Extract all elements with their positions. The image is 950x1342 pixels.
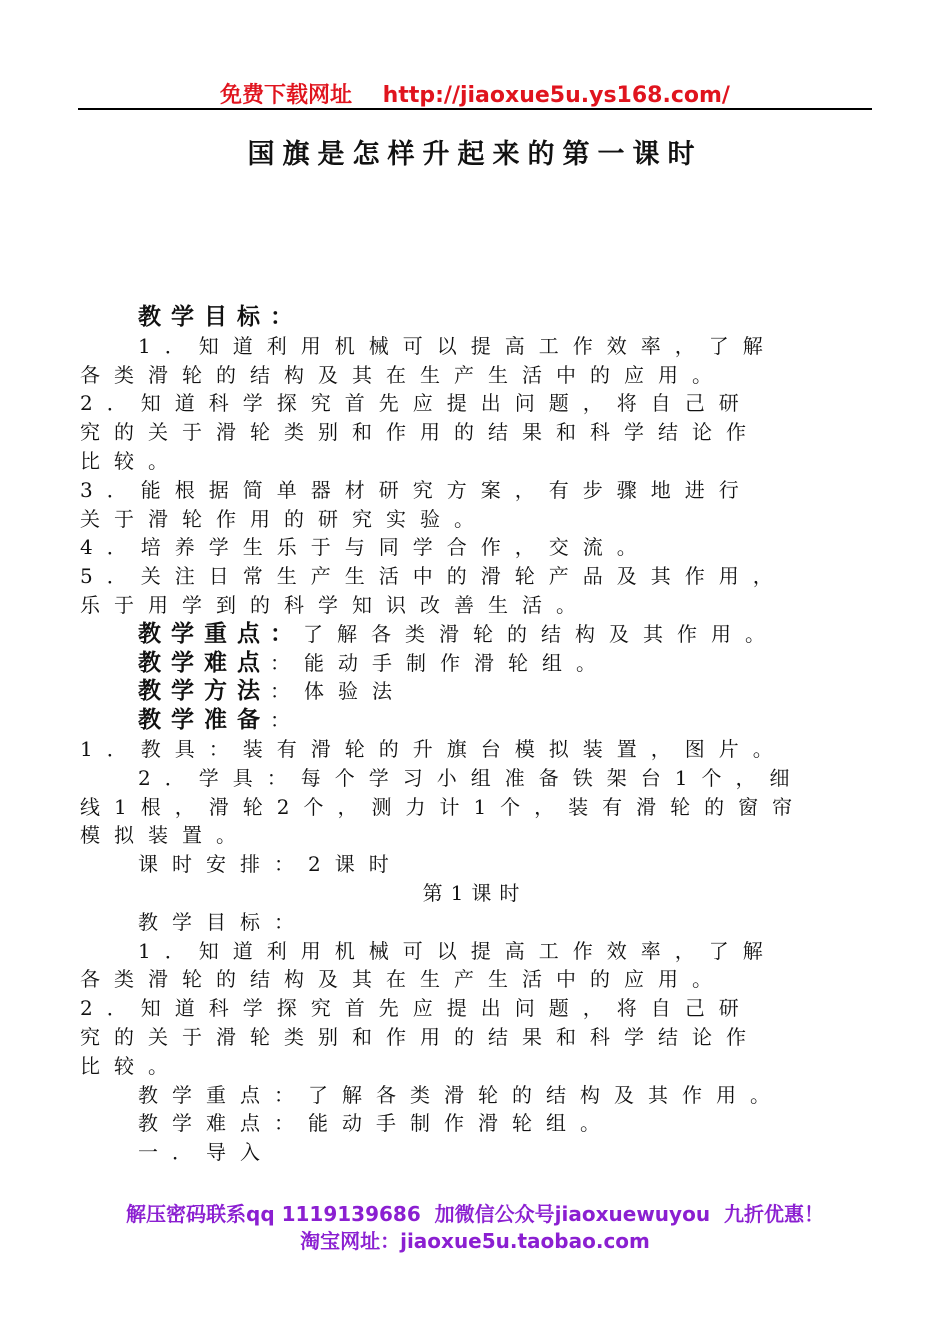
text-line: 教学目标： [138,909,308,934]
lesson-plan-body [80,303,870,1167]
text-line: 1．教具：装有滑轮的升旗台模拟装置，图片。 [80,736,787,761]
difficulty-line [80,649,870,678]
section-heading-difficulty: 教学难点 [138,649,270,676]
header-divider [78,108,872,110]
text-line: 教学重点：了解各类滑轮的结构及其作用。 [138,1082,784,1107]
footer-shop-url: 淘宝网址：jiaoxue5u.taobao.com [300,1229,650,1253]
text-line: 各类滑轮的结构及其在生产生活中的应用。 [80,362,726,387]
text-line: 模拟装置。 [80,823,250,848]
key-points-line [80,620,870,649]
method-text: ：体验法 [270,679,406,704]
text-line: 教学难点：能动手制作滑轮组。 [138,1111,614,1136]
section-heading-preparation: 教学准备 [138,707,270,734]
lesson-one-heading: 第1课时 [422,880,528,905]
preparation-line [80,706,870,735]
text-line: 1．知道利用机械可以提高工作效率，了解 [138,938,777,963]
page-title: 国旗是怎样升起来的第一课时 [247,139,703,170]
schedule-line: 课时安排：2课时 [138,852,403,877]
text-line: 各类滑轮的结构及其在生产生活中的应用。 [80,967,726,992]
method-line [80,677,870,706]
text-line: 关于滑轮作用的研究实验。 [80,506,488,531]
text-line: 乐于用学到的科学知识改善生活。 [80,592,590,617]
text-line: 一．导入 [138,1140,274,1165]
text-line: 3．能根据简单器材研究方案，有步骤地进行 [80,477,753,502]
text-line: 比较。 [80,1053,182,1078]
download-url-header: 免费下载网址 http://jiaoxue5u.ys168.com/ [220,83,730,108]
text-line: 究的关于滑轮类别和作用的结果和科学结论作 [80,420,760,445]
section-heading-key-points: 教学重点： [138,620,303,647]
text-line: 2．知道科学探究首先应提出问题，将自己研 [80,391,753,416]
text-line: 究的关于滑轮类别和作用的结果和科学结论作 [80,1024,760,1049]
difficulty-text: ：能动手制作滑轮组。 [270,650,610,675]
text-line: 4．培养学生乐于与同学合作，交流。 [80,535,651,560]
text-line: 2．学具：每个学习小组准备铁架台1个，细 [138,765,804,790]
key-points-text: 了解各类滑轮的结构及其作用。 [303,621,779,646]
text-line: 线1根，滑轮2个，测力计1个，装有滑轮的窗帘 [80,794,807,819]
text-line: 1．知道利用机械可以提高工作效率，了解 [138,333,777,358]
text-line: 比较。 [80,448,182,473]
text-line: 2．知道科学探究首先应提出问题，将自己研 [80,996,753,1021]
preparation-colon: ： [270,708,304,733]
text-line: 5．关注日常生产生活中的滑轮产品及其作用， [80,564,787,589]
footer-contact-line: 解压密码联系qq 1119139686 加微信公众号jiaoxuewuyou 九折优惠！ [126,1202,824,1226]
section-heading-method: 教学方法 [138,678,270,705]
section-heading-objectives: 教学目标： [138,304,303,330]
